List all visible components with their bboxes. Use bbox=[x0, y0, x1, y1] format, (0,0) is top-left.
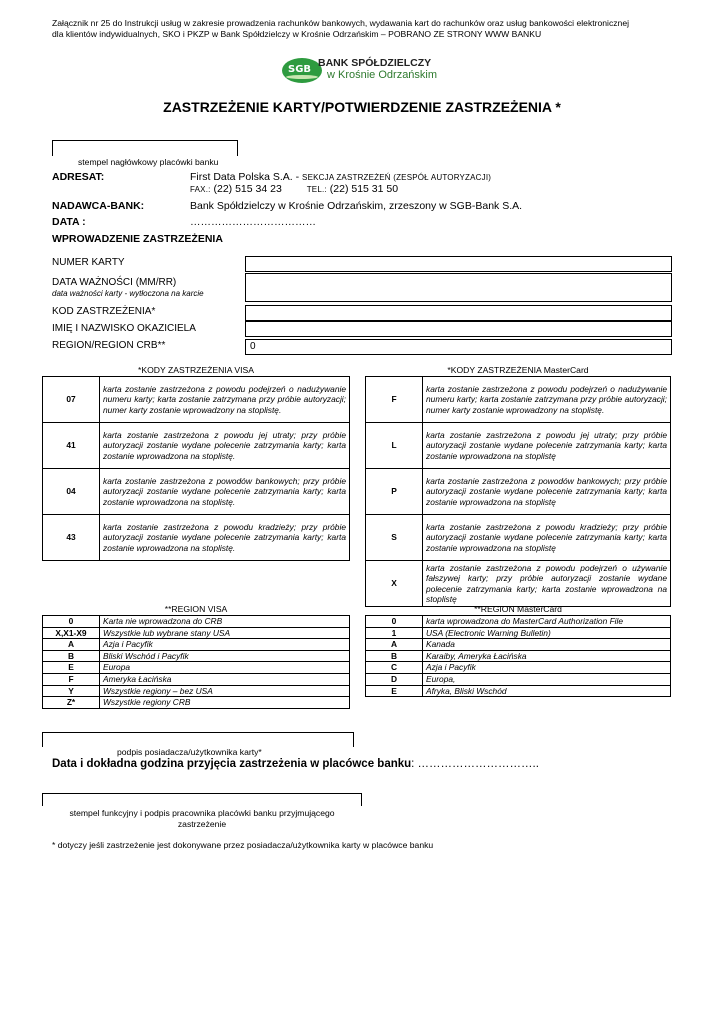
addressee-section: SEKCJA ZASTRZEŻEŃ (ZESPÓŁ AUTORYZACJI) bbox=[302, 173, 492, 182]
table-row bbox=[43, 650, 350, 662]
mc-region-desc: karta wprowadzona do MasterCard Authorization File bbox=[423, 616, 671, 628]
footnote: * dotyczy jeśli zastrzeżenie jest dokonywane przez posiadacza/użytkownika karty w placówce banku bbox=[52, 840, 434, 850]
visa-region-desc: Azja i Pacyfik bbox=[100, 639, 350, 651]
table-row bbox=[43, 423, 350, 469]
visa-region-desc: Wszystkie regiony CRB bbox=[100, 697, 350, 709]
mc-code: P bbox=[366, 469, 423, 515]
visa-code-desc: karta zostanie zastrzeżona z powodu jej utraty; przy próbie autoryzacji zostanie wydane polecenie zatrzymania karty; karta zostanie wprowadzona na stoplistę. bbox=[100, 423, 350, 469]
visa-region-desc: Europa bbox=[100, 662, 350, 674]
mc-codes-title: *KODY ZASTRZEŻENIA MasterCard bbox=[447, 365, 589, 375]
visa-code-desc: karta zostanie zastrzeżona z powodu kradzieży; przy próbie autoryzacji zostanie wydane polecenie zatrzymania karty; karta zostanie wprowadzona na stoplistę. bbox=[100, 515, 350, 561]
logo-line2: w Krośnie Odrzańskim bbox=[327, 69, 438, 81]
visa-codes-title: *KODY ZASTRZEŻENIA VISA bbox=[138, 365, 254, 375]
holder-name-input[interactable] bbox=[245, 321, 672, 337]
stamp-caption: stempel nagłówkowy placówki banku bbox=[78, 157, 219, 167]
table-row bbox=[366, 423, 671, 469]
visa-region-code: Y bbox=[43, 685, 100, 697]
visa-region-desc: Bliski Wschód i Pacyfik bbox=[100, 650, 350, 662]
table-row bbox=[43, 515, 350, 561]
fax-number: (22) 515 34 23 bbox=[213, 183, 282, 195]
mc-region-code: D bbox=[366, 673, 423, 685]
region-input[interactable]: 0 bbox=[245, 339, 672, 355]
page-title: ZASTRZEŻENIE KARTY/POTWIERDZENIE ZASTRZEŻENIA * bbox=[163, 99, 561, 115]
bank-stamp-caption-line1: stempel funkcyjny i podpis pracownika placówki banku przyjmującego bbox=[69, 808, 335, 818]
visa-code: 07 bbox=[43, 377, 100, 423]
table-row bbox=[366, 469, 671, 515]
table-row bbox=[366, 627, 671, 639]
mc-codes-table bbox=[365, 376, 671, 607]
visa-region-desc: Wszystkie regiony – bez USA bbox=[100, 685, 350, 697]
visa-regions-table bbox=[42, 615, 350, 709]
mc-region-desc: Karaiby, Ameryka Łacińska bbox=[423, 650, 671, 662]
table-row bbox=[43, 639, 350, 651]
sender-label: NADAWCA-BANK: bbox=[52, 200, 145, 212]
mc-code-desc: karta zostanie zastrzeżona z powodu jej utraty; przy próbie autoryzacji zostanie wydane polecenie zatrzymania karty; karta zostanie wprowadzona na stoplistę bbox=[423, 423, 671, 469]
visa-regions-title: **REGION VISA bbox=[164, 604, 228, 614]
acceptance-label: Data i dokładna godzina przyjęcia zastrzeżenia w placówce banku bbox=[52, 758, 412, 770]
expiry-input[interactable] bbox=[245, 273, 672, 302]
visa-code-desc: karta zostanie zastrzeżona z powodu podejrzeń o nadużywanie numeru karty; karta zostanie zatrzymana przy próbie autoryzacji; numer karty zostanie wprowadzony na stoplistę. bbox=[100, 377, 350, 423]
visa-region-code: Z* bbox=[43, 697, 100, 709]
visa-region-desc: Ameryka Łacińska bbox=[100, 673, 350, 685]
mc-region-code: 1 bbox=[366, 627, 423, 639]
table-row bbox=[43, 685, 350, 697]
mc-code: X bbox=[366, 561, 423, 607]
region-label: REGION/REGION CRB** bbox=[52, 340, 166, 351]
visa-region-code: E bbox=[43, 662, 100, 674]
header-stamp-box bbox=[52, 140, 238, 156]
mc-region-code: 0 bbox=[366, 616, 423, 628]
visa-region-code: 0 bbox=[43, 616, 100, 628]
tel-label: TEL.: bbox=[306, 185, 327, 194]
bank-stamp-box[interactable] bbox=[42, 793, 362, 806]
mc-region-desc: Kanada bbox=[423, 639, 671, 651]
block-code-input[interactable] bbox=[245, 305, 672, 321]
visa-region-code: B bbox=[43, 650, 100, 662]
mc-code: L bbox=[366, 423, 423, 469]
table-row bbox=[366, 377, 671, 423]
card-number-input[interactable] bbox=[245, 256, 672, 272]
table-row bbox=[43, 662, 350, 674]
attachment-note-line2: dla klientów indywidualnych, SKO i PKZP w Bank Spółdzielczy w Krośnie Odrzańskim – POBRANO ZE STRONY WWW BANKU bbox=[52, 28, 542, 39]
attachment-note bbox=[52, 18, 692, 39]
mc-regions-table bbox=[365, 615, 671, 697]
bank-stamp-caption-line2: zastrzeżenie bbox=[177, 819, 227, 829]
acceptance-line bbox=[52, 758, 539, 770]
mc-code: F bbox=[366, 377, 423, 423]
visa-code: 41 bbox=[43, 423, 100, 469]
visa-region-code: X,X1-X9 bbox=[43, 627, 100, 639]
mc-code-desc: karta zostanie zastrzeżona z powodów bankowych; przy próbie autoryzacji zostanie wydane polecenie zatrzymania karty; karta zostanie wprowadzona na stoplistę bbox=[423, 469, 671, 515]
table-row bbox=[43, 627, 350, 639]
sgb-logo-icon bbox=[282, 58, 322, 83]
mc-region-desc: USA (Electronic Warning Bulletin) bbox=[423, 627, 671, 639]
visa-code: 43 bbox=[43, 515, 100, 561]
mc-regions-title: **REGION MasterCard bbox=[474, 604, 562, 614]
card-number-label: NUMER KARTY bbox=[52, 257, 125, 268]
block-code-label: KOD ZASTRZEŻENIA* bbox=[52, 306, 156, 317]
tel-number: (22) 515 31 50 bbox=[329, 183, 399, 195]
visa-region-code: A bbox=[43, 639, 100, 651]
bank-logo bbox=[280, 55, 480, 85]
table-row bbox=[366, 650, 671, 662]
date-value: ……………………………… bbox=[190, 216, 316, 228]
table-row bbox=[366, 662, 671, 674]
addressee-label: ADRESAT: bbox=[52, 171, 105, 183]
addressee-value bbox=[190, 171, 491, 183]
mc-region-code: B bbox=[366, 650, 423, 662]
mc-code-desc: karta zostanie zastrzeżona z powodu kradzieży; przy próbie autoryzacji zostanie wydane polecenie zatrzymania karty; karta zostanie wprowadzona na stoplistę bbox=[423, 515, 671, 561]
logo-line1: BANK SPÓŁDZIELCZY bbox=[318, 57, 432, 69]
attachment-note-line1: Załącznik nr 25 do Instrukcji usług w zakresie prowadzenia rachunków bankowych, wydawania kart do rachunków oraz usług bankowości elektronicznej bbox=[52, 18, 630, 28]
mc-region-code: A bbox=[366, 639, 423, 651]
holder-signature-box[interactable] bbox=[42, 732, 354, 747]
holder-name-label: IMIĘ I NAZWISKO OKAZICIELA bbox=[52, 323, 196, 334]
visa-region-desc: Wszystkie lub wybrane stany USA bbox=[100, 627, 350, 639]
table-row bbox=[43, 673, 350, 685]
mc-code-desc: karta zostanie zastrzeżona z powodu podejrzeń o nadużywanie numeru karty; karta zostanie zatrzymana przy próbie autoryzacji; numer karty zostanie wprowadzony na stoplistę. bbox=[423, 377, 671, 423]
table-row bbox=[43, 377, 350, 423]
addressee-name: First Data Polska S.A. - bbox=[190, 171, 303, 183]
logo-mark: SGB bbox=[288, 64, 312, 75]
table-row bbox=[366, 639, 671, 651]
table-row bbox=[366, 616, 671, 628]
mc-code: S bbox=[366, 515, 423, 561]
table-row bbox=[366, 673, 671, 685]
sender-value: Bank Spółdzielczy w Krośnie Odrzańskim, zrzeszony w SGB-Bank S.A. bbox=[190, 200, 523, 212]
table-row bbox=[43, 697, 350, 709]
table-row bbox=[366, 685, 671, 697]
visa-code: 04 bbox=[43, 469, 100, 515]
table-row bbox=[366, 515, 671, 561]
mc-region-desc: Afryka, Bliski Wschód bbox=[423, 685, 671, 697]
table-row bbox=[43, 469, 350, 515]
addressee-contacts bbox=[190, 183, 398, 195]
mc-region-desc: Europa, bbox=[423, 673, 671, 685]
visa-region-desc: Karta nie wprowadzona do CRB bbox=[100, 616, 350, 628]
section-title: WPROWADZENIE ZASTRZEŻENIA bbox=[52, 233, 223, 245]
acceptance-value: : ………………………….. bbox=[411, 758, 539, 770]
mc-region-code: E bbox=[366, 685, 423, 697]
expiry-label: DATA WAŻNOŚCI (MM/RR) bbox=[52, 277, 177, 288]
visa-codes-table bbox=[42, 376, 350, 561]
expiry-sublabel: data ważności karty - wytłoczona na karcie bbox=[52, 289, 204, 298]
mc-region-desc: Azja i Pacyfik bbox=[423, 662, 671, 674]
table-row bbox=[366, 561, 671, 607]
date-label: DATA : bbox=[52, 216, 86, 228]
table-row bbox=[43, 616, 350, 628]
visa-code-desc: karta zostanie zastrzeżona z powodów bankowych; przy próbie autoryzacji zostanie wydane polecenie zatrzymania karty; karta zostanie wprowadzona na stoplistę. bbox=[100, 469, 350, 515]
mc-region-code: C bbox=[366, 662, 423, 674]
visa-region-code: F bbox=[43, 673, 100, 685]
fax-label: FAX.: bbox=[190, 185, 211, 194]
holder-signature-caption: podpis posiadacza/użytkownika karty* bbox=[117, 747, 262, 757]
mc-code-desc: karta zostanie zastrzeżona z powodu podejrzeń o używanie fałszywej karty; przy próbie autoryzacji zostanie wydane polecenie zatrzymania karty; karta zostanie wprowadzona na stoplistę bbox=[423, 561, 671, 607]
